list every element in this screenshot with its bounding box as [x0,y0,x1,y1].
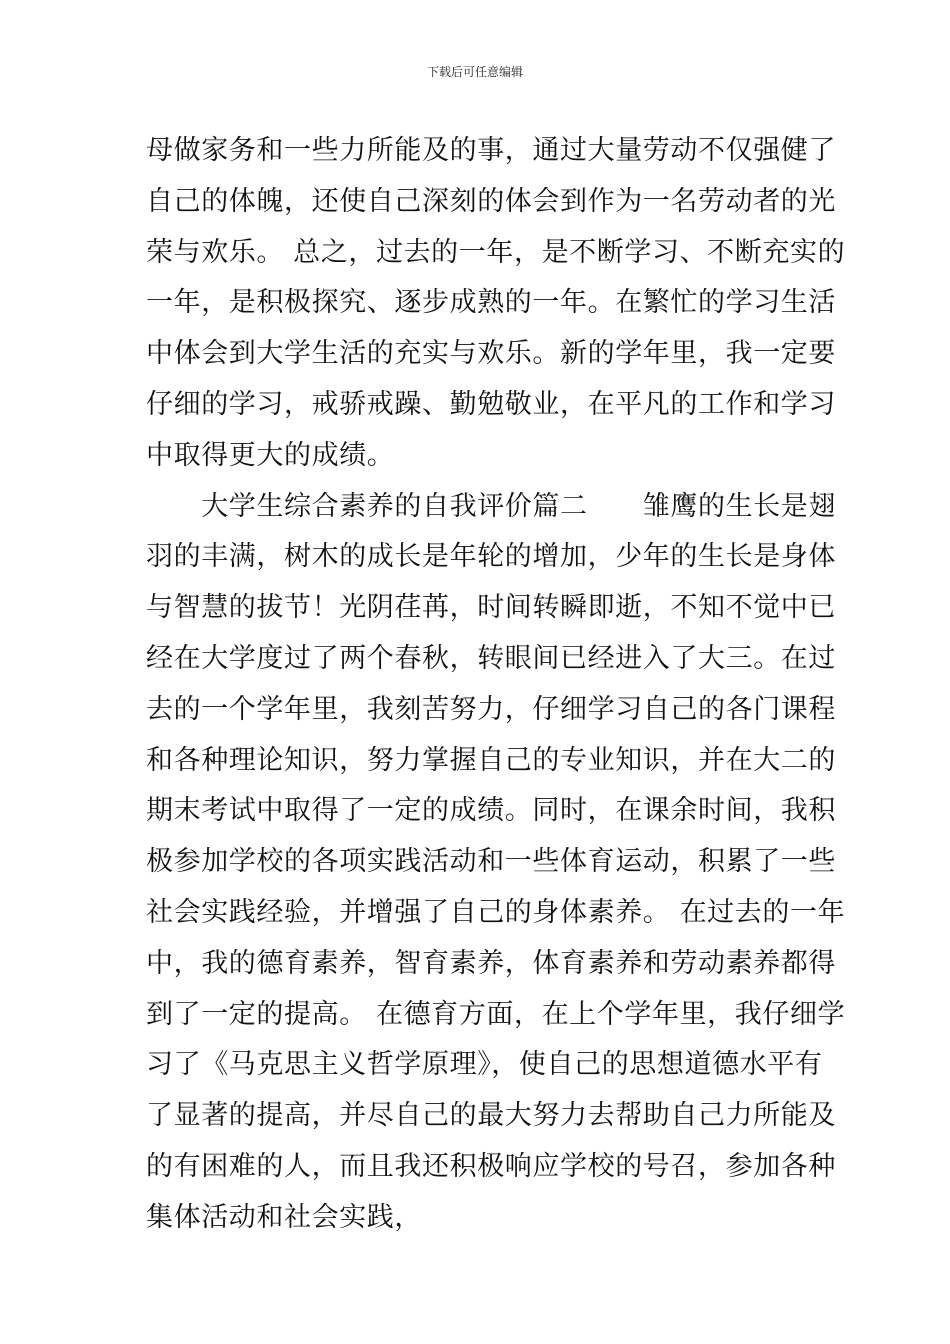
text-line: 习了《马克思主义哲学原理》，使自己的思想道德水平有 [146,1049,823,1081]
text-line: 期末考试中取得了一定的成绩。同时，在课余时间，我积 [146,795,836,827]
text-line: 经在大学度过了两个春秋，转眼间已经进入了大三。在过 [146,642,836,674]
paragraph-2 [146,482,846,1244]
text-line: 仔细的学习，戒骄戒躁、勤勉敬业，在平凡的工作和学习 [146,388,836,420]
text-line: 到了一定的提高。 在德育方面，在上个学年里，我仔细学 [146,998,846,1030]
document-body [146,126,846,1244]
text-line: 羽的丰满，树木的成长是年轮的增加，少年的生长是身体 [146,541,836,573]
paragraph-1 [146,126,846,482]
text-line: 大学生综合素养的自我评价篇二 雏鹰的生长是翅 [146,490,836,522]
text-line: 和各种理论知识，努力掌握自己的专业知识，并在大二的 [146,744,836,776]
text-line: 了显著的提高，并尽自己的最大努力去帮助自己力所能及 [146,1100,836,1132]
page-header: 下载后可任意编辑 [426,65,523,79]
text-line: 的有困难的人，而且我还积极响应学校的号召，参加各种 [146,1150,836,1182]
text-line: 中取得更大的成绩。 [146,439,395,471]
text-line: 母做家务和一些力所能及的事，通过大量劳动不仅强健了 [146,135,836,166]
text-line: 中，我的德育素养，智育素养，体育素养和劳动素养都得 [146,947,836,979]
text-line: 与智慧的拔节！光阴荏苒，时间转瞬即逝，不知不觉中已 [146,592,836,624]
text-line: 一年，是积极探究、逐步成熟的一年。在繁忙的学习生活 [146,287,836,319]
text-line: 去的一个学年里，我刻苦努力，仔细学习自己的各门课程 [146,693,836,725]
text-line: 集体活动和社会实践， [146,1201,422,1233]
text-line: 自己的体魄，还使自己深刻的体会到作为一名劳动者的光 [146,185,836,217]
text-line: 中体会到大学生活的充实与欢乐。新的学年里，我一定要 [146,338,836,370]
text-line: 极参加学校的各项实践活动和一些体育运动，积累了一些 [146,846,836,878]
text-line: 社会实践经验，并增强了自己的身体素养。 在过去的一年 [146,896,846,928]
text-line: 荣与欢乐。 总之，过去的一年，是不断学习、不断充实的 [146,236,846,268]
